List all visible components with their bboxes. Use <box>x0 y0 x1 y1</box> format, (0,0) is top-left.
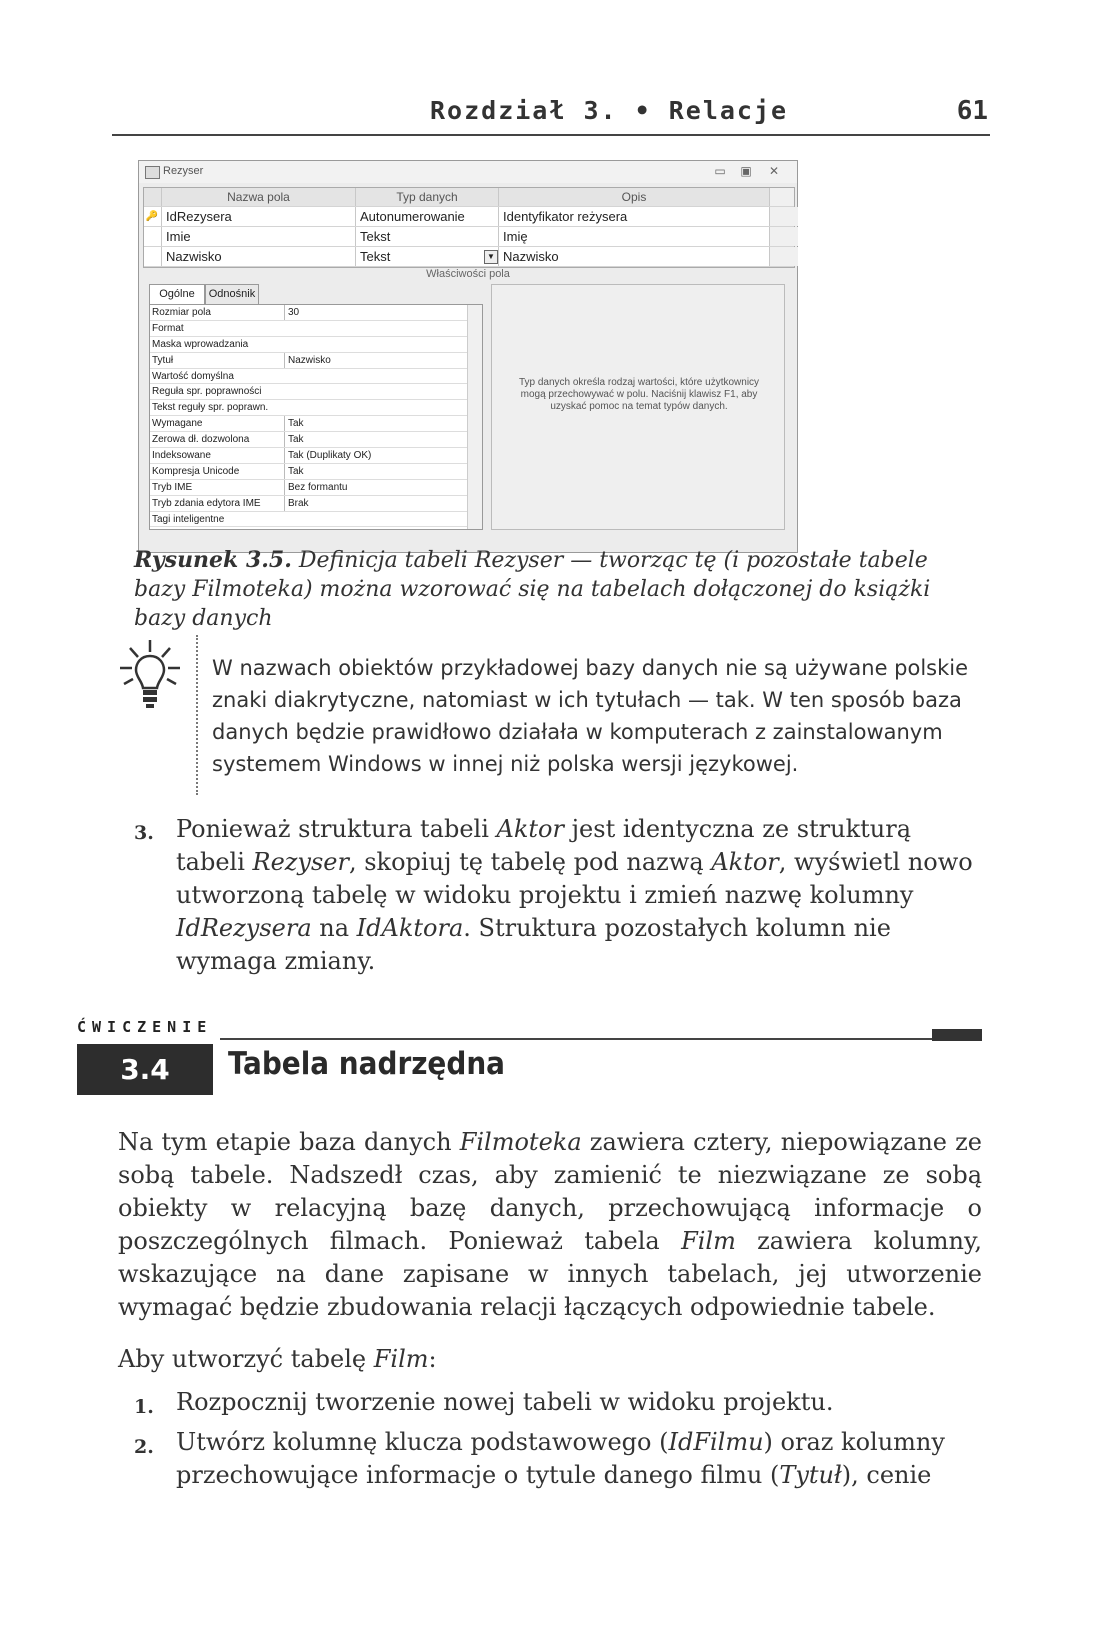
table-icon <box>145 166 160 179</box>
column-header-type: Typ danych <box>355 188 498 206</box>
tip-divider <box>196 635 198 795</box>
exercise-rule-block <box>932 1029 982 1041</box>
property-name: Tryb zdania edytora IME <box>152 497 261 509</box>
property-row <box>150 512 482 528</box>
step-number: 1. <box>134 1396 154 1418</box>
field-name: IdRezysera <box>161 207 359 226</box>
property-name: Kompresja Unicode <box>152 465 240 477</box>
property-row <box>150 369 482 385</box>
property-name: Wymagane <box>152 418 203 430</box>
property-value: Tak <box>284 432 466 447</box>
tab-lookup: Odnośnik <box>205 284 259 305</box>
property-value: Tak (Duplikaty OK) <box>284 448 466 463</box>
fields-grid <box>143 187 795 268</box>
lightbulb-icon <box>118 638 182 710</box>
property-row <box>150 384 482 400</box>
restore-icon: ▣ <box>740 164 752 178</box>
step-number: 3. <box>134 822 154 844</box>
minimize-icon: ▭ <box>714 164 726 178</box>
property-row <box>150 464 482 480</box>
field-name: Nazwisko <box>161 247 359 266</box>
grid-header <box>144 188 794 207</box>
column-header-desc: Opis <box>498 188 769 206</box>
step-number: 2. <box>134 1436 154 1458</box>
property-name: Rozmiar pola <box>152 307 211 318</box>
caption-label: Rysunek 3.5. <box>134 547 292 573</box>
exercise-label: ĆWICZENIE <box>77 1018 213 1036</box>
property-name: Maska wprowadzania <box>152 338 249 350</box>
property-row <box>150 337 482 353</box>
property-value: Nazwisko <box>284 353 466 368</box>
figure-caption <box>134 546 954 633</box>
step-3-text: Ponieważ struktura tabeli Aktor jest identyczna ze strukturą tabeli Rezyser, skopiuj tę tabelę pod nazwą Aktor, wyświetl nowo utworzoną tabelę w widoku projektu i zmień nazwę kolumny IdRezysera na IdAktora. Struktura pozostałych kolumn nie wymaga zmiany. <box>176 815 973 975</box>
property-row <box>150 448 482 464</box>
field-type-value: Tekst <box>360 249 391 264</box>
page-number: 61 <box>956 96 988 126</box>
help-panel <box>491 284 785 530</box>
table-row <box>144 227 794 247</box>
body-paragraph: Na tym etapie baza danych Filmoteka zawiera cztery, niepowiązane ze sobą tabele. Nadszedł czas, aby zamienić te niezwiązane ze sobą obiekty w relacyjną bazę danych, przechowującą informacje o poszczególnych filmach. Ponieważ tabela Film zawiera kolumny, wskazujące na dane zapisane w innych tabelach, jej utworzenie wymagać będzie zbudowania relacji łączących odpowiednie tabele. <box>118 1128 983 1321</box>
running-title: Rozdział 3. • Relacje <box>430 96 789 125</box>
window-titlebar <box>139 161 797 183</box>
property-row <box>150 321 482 337</box>
tab-general: Ogólne <box>149 284 205 304</box>
property-name: Tekst reguły spr. poprawn. <box>152 402 269 414</box>
exercise-title: Tabela nadrzędna <box>228 1046 505 1082</box>
field-description: Nazwisko <box>498 247 773 266</box>
caption-text: Definicja tabeli Rezyser — tworząc tę (i pozostałe tabele bazy Filmoteka) można wzorować się na tabelach dołączonej do książki bazy danych <box>134 548 931 631</box>
property-value: Bez formantu <box>284 480 466 495</box>
property-name: Indeksowane <box>152 450 211 462</box>
property-value: Tak <box>284 464 466 479</box>
properties-table <box>149 304 483 530</box>
property-row <box>150 480 482 496</box>
field-properties-label: Właściwości pola <box>426 268 510 280</box>
close-icon: ✕ <box>768 164 780 178</box>
property-row <box>150 400 482 416</box>
property-name: Format <box>152 322 184 334</box>
help-text: Typ danych określa rodzaj wartości, które użytkownicy mogą przechowywać w polu. Naciśnij klawisz F1, aby uzyskać pomoc na temat typów danych. <box>518 377 760 412</box>
steps-intro: Aby utworzyć tabelę Film: <box>118 1345 437 1373</box>
field-name: Imie <box>161 227 359 246</box>
field-type: Autonumerowanie <box>355 207 502 226</box>
property-row <box>150 416 482 432</box>
field-type: Tekst <box>355 227 502 246</box>
property-value: Tak <box>284 416 466 431</box>
property-row <box>150 432 482 448</box>
property-name: Wartość domyślna <box>152 370 234 382</box>
property-value: Brak <box>284 496 466 511</box>
property-row <box>150 496 482 512</box>
column-header-name: Nazwa pola <box>161 188 355 206</box>
property-name: Zerowa dł. dozwolona <box>152 434 250 446</box>
tip-text: W nazwach obiektów przykładowej bazy danych nie są używane polskie znaki diakrytyczne, natomiast w ich tytułach — tak. W ten sposób baza danych będzie prawidłowo działała w komputerach z zainstalowanym systemem Windows w innej niż polska wersji językowej. <box>212 656 969 776</box>
field-type <box>355 247 502 266</box>
property-name: Reguła spr. poprawności <box>152 386 262 398</box>
step-1-text: Rozpocznij tworzenie nowej tabeli w widoku projektu. <box>176 1388 834 1416</box>
property-name: Tagi inteligentne <box>152 513 225 525</box>
property-row <box>150 353 482 369</box>
table-row <box>144 247 794 267</box>
property-value: 30 <box>284 305 466 320</box>
step-2-text: Utwórz kolumnę klucza podstawowego (IdFilmu) oraz kolumny przechowujące informacje o tytule danego filmu (Tytuł), cenie <box>176 1428 945 1489</box>
field-description: Identyfikator reżysera <box>498 207 773 226</box>
primary-key-icon: 🔑 <box>145 211 159 222</box>
header-rule <box>112 134 990 136</box>
chevron-down-icon: ▼ <box>484 250 498 264</box>
table-design-screenshot <box>138 160 798 553</box>
property-row <box>150 305 482 321</box>
exercise-rule <box>220 1038 982 1040</box>
field-description: Imię <box>498 227 773 246</box>
property-name: Tryb IME <box>152 481 193 493</box>
property-name: Tytuł <box>152 354 174 366</box>
exercise-number: 3.4 <box>77 1044 213 1095</box>
table-row <box>144 207 794 227</box>
properties-scrollbar <box>467 305 482 529</box>
window-title: Rezyser <box>163 165 204 177</box>
